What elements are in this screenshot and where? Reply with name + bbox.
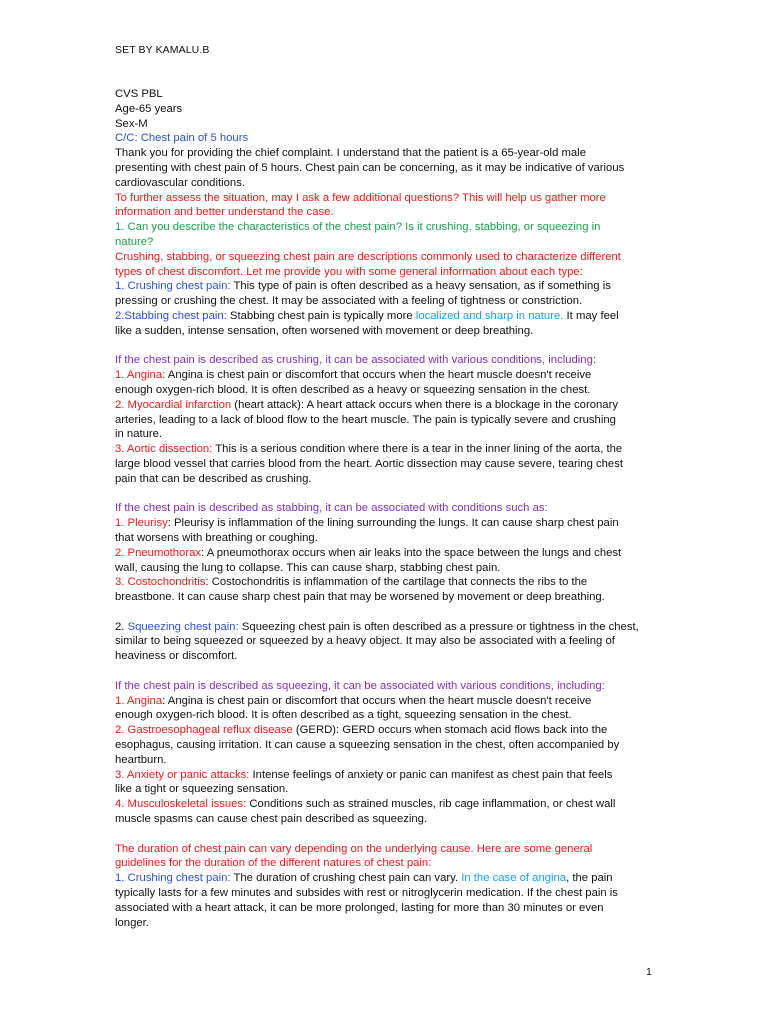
doc-line xyxy=(115,516,660,531)
doc-line xyxy=(115,531,660,546)
text-run: Sex-M xyxy=(115,117,148,130)
doc-line xyxy=(115,146,660,161)
blank-line xyxy=(115,664,660,679)
text-run: localized and sharp in nature. xyxy=(415,309,564,322)
doc-line xyxy=(115,753,660,768)
text-run: 1. Crushing chest pain: xyxy=(115,872,231,885)
doc-line xyxy=(115,842,660,857)
text-run: in nature. xyxy=(115,428,163,441)
text-run: It may feel xyxy=(563,309,619,322)
text-run: enough oxygen-rich blood. It is often described as a tight, squeezing sensation in the chest. xyxy=(115,709,572,722)
doc-line xyxy=(115,87,660,102)
text-run: 2.Stabbing chest pain: xyxy=(115,309,227,322)
text-run: If the chest pain is described as stabbing, it can be associated with conditions such as: xyxy=(115,502,548,515)
text-run: 4. Musculoskeletal issues: xyxy=(115,798,247,811)
text-run: If the chest pain is described as squeezing, it can be associated with various conditions, including: xyxy=(115,679,605,692)
blank-line xyxy=(115,487,660,502)
text-run: information and better understand the case. xyxy=(115,206,334,219)
doc-line xyxy=(115,413,660,428)
doc-line xyxy=(115,383,660,398)
doc-line xyxy=(115,398,660,413)
doc-line xyxy=(115,191,660,206)
doc-line xyxy=(115,309,660,324)
text-run: breastbone. It can cause sharp chest pain that may be worsened by movement or deep breathing. xyxy=(115,591,605,604)
text-run: If the chest pain is described as crushing, it can be associated with various conditions, including: xyxy=(115,354,597,367)
text-run: Intense feelings of anxiety or panic can manifest as chest pain that feels xyxy=(249,768,613,781)
doc-line xyxy=(115,368,660,383)
text-run: (heart attack): A heart attack occurs when there is a blockage in the coronary xyxy=(231,398,618,411)
doc-line xyxy=(115,324,660,339)
text-run: Conditions such as strained muscles, rib cage inflammation, or chest wall xyxy=(246,798,616,811)
text-run: 1. Pleurisy xyxy=(115,517,168,530)
doc-line xyxy=(115,620,660,635)
text-run: : Pleurisy is inflammation of the lining surrounding the lungs. It can cause sharp chest pain xyxy=(167,517,619,530)
text-run: The duration of chest pain can vary depending on the underlying cause. Here are some general xyxy=(115,842,593,855)
text-run: esophagus, causing irritation. It can cause a squeezing sensation in the chest, often accompanied by xyxy=(115,739,620,752)
text-run: C/C: Chest pain of 5 hours xyxy=(115,132,249,145)
text-run: Age-65 years xyxy=(115,102,183,115)
doc-line xyxy=(115,161,660,176)
document-body xyxy=(115,87,660,930)
doc-line xyxy=(115,901,660,916)
text-run: arteries, leading to a lack of blood flow to the heart muscle. The pain is typically severe and crushing xyxy=(115,413,616,426)
text-run: This type of pain is often described as a heavy sensation, as if something is xyxy=(230,280,611,293)
doc-line xyxy=(115,590,660,605)
doc-line xyxy=(115,294,660,309)
doc-line xyxy=(115,916,660,931)
doc-line xyxy=(115,102,660,117)
doc-line xyxy=(115,575,660,590)
text-run: 3. Costochondritis xyxy=(115,576,206,589)
text-run: Squeezing chest pain is often described as a pressure or tightness in the chest, xyxy=(238,620,639,633)
text-run: types of chest discomfort. Let me provide you with some general information about each type: xyxy=(115,265,583,278)
blank-line xyxy=(115,605,660,620)
text-run: : A pneumothorax occurs when air leaks into the space between the lungs and chest xyxy=(201,546,622,559)
text-run: 3. Anxiety or panic attacks: xyxy=(115,768,250,781)
page-number: 1 xyxy=(646,966,652,978)
doc-line xyxy=(115,176,660,191)
text-run: pressing or crushing the chest. It may be associated with a feeling of tightness or constriction. xyxy=(115,295,583,308)
doc-line xyxy=(115,265,660,280)
text-run: like a sudden, intense sensation, often worsened with movement or deep breathing. xyxy=(115,324,534,337)
text-run: wall, causing the lung to collapse. This can cause sharp, stabbing chest pain. xyxy=(115,561,501,574)
doc-line xyxy=(115,131,660,146)
doc-line xyxy=(115,679,660,694)
doc-line xyxy=(115,797,660,812)
doc-line xyxy=(115,738,660,753)
text-run: 2. Myocardial infarction xyxy=(115,398,232,411)
text-run: that worsens with breathing or coughing. xyxy=(115,531,318,544)
text-run: 2. Pneumothorax xyxy=(115,546,202,559)
text-run: 1. Can you describe the characteristics of the chest pain? Is it crushing, stabbing, or squeezing in xyxy=(115,221,601,234)
doc-line xyxy=(115,501,660,516)
doc-line xyxy=(115,117,660,132)
text-run: muscle spasms can cause chest pain described as squeezing. xyxy=(115,813,428,826)
text-run: , the pain xyxy=(566,872,613,885)
doc-line xyxy=(115,871,660,886)
text-run: : Costochondritis is inflammation of the cartilage that connects the ribs to the xyxy=(205,576,588,589)
doc-line xyxy=(115,353,660,368)
doc-line xyxy=(115,634,660,649)
text-run: nature? xyxy=(115,235,154,248)
doc-line xyxy=(115,649,660,664)
text-run: large blood vessel that carries blood from the heart. Aortic dissection may cause severe, tearing chest xyxy=(115,457,623,470)
text-run: cardiovascular conditions. xyxy=(115,176,245,189)
text-run: 1. Angina xyxy=(115,694,163,707)
doc-line xyxy=(115,457,660,472)
text-run: heartburn. xyxy=(115,753,167,766)
text-run: longer. xyxy=(115,916,149,929)
doc-line xyxy=(115,427,660,442)
doc-line xyxy=(115,694,660,709)
text-run: like a tight or squeezing sensation. xyxy=(115,783,289,796)
doc-line xyxy=(115,856,660,871)
doc-line xyxy=(115,886,660,901)
blank-line xyxy=(115,827,660,842)
text-run: guidelines for the duration of the different natures of chest pain: xyxy=(115,857,432,870)
text-run: Stabbing chest pain is typically more xyxy=(226,309,416,322)
text-run: heaviness or discomfort. xyxy=(115,650,238,663)
doc-line xyxy=(115,220,660,235)
doc-line xyxy=(115,205,660,220)
doc-line xyxy=(115,782,660,797)
text-run: Squeezing chest pain: xyxy=(127,620,239,633)
doc-line xyxy=(115,723,660,738)
text-run: 1. Crushing chest pain: xyxy=(115,280,231,293)
text-run: 1. Angina: xyxy=(115,369,166,382)
text-run: pain that can be described as crushing. xyxy=(115,472,312,485)
doc-line xyxy=(115,812,660,827)
text-run: enough oxygen-rich blood. It is often described as a heavy or squeezing sensation in the chest. xyxy=(115,383,591,396)
text-run: CVS PBL xyxy=(115,88,163,100)
text-run: Thank you for providing the chief complaint. I understand that the patient is a 65-year-old male xyxy=(115,147,586,160)
doc-line xyxy=(115,442,660,457)
text-run: To further assess the situation, may I ask a few additional questions? This will help us gather more xyxy=(115,191,606,204)
page-header: SET BY KAMALU.B xyxy=(115,44,210,56)
text-run: The duration of crushing chest pain can vary. xyxy=(230,872,462,885)
text-run: typically lasts for a few minutes and subsides with rest or nitroglycerin medication. If the chest pain is xyxy=(115,887,618,900)
doc-line xyxy=(115,235,660,250)
blank-line xyxy=(115,339,660,354)
text-run: 2. Gastroesophageal reflux disease xyxy=(115,724,293,737)
text-run: 2. xyxy=(115,620,128,633)
doc-line xyxy=(115,279,660,294)
text-run: (GERD): GERD occurs when stomach acid flows back into the xyxy=(292,724,608,737)
text-run: Angina is chest pain or discomfort that occurs when the heart muscle doesn't receive xyxy=(165,369,592,382)
text-run: 3. Aortic dissection: xyxy=(115,443,213,456)
text-run: In the case of angina xyxy=(461,872,567,885)
text-run: Crushing, stabbing, or squeezing chest pain are descriptions commonly used to characterize different xyxy=(115,250,621,263)
text-run: : Angina is chest pain or discomfort that occurs when the heart muscle doesn't receive xyxy=(162,694,592,707)
doc-line xyxy=(115,250,660,265)
doc-line xyxy=(115,561,660,576)
text-run: similar to being squeezed or squeezed by a heavy object. It may also be associated with a feeling of xyxy=(115,635,615,648)
doc-line xyxy=(115,546,660,561)
text-run: associated with a heart attack, it can be more prolonged, lasting for more than 30 minutes or even xyxy=(115,901,604,914)
doc-line xyxy=(115,708,660,723)
text-run: This is a serious condition where there is a tear in the inner lining of the aorta, the xyxy=(212,443,623,456)
text-run: presenting with chest pain of 5 hours. Chest pain can be concerning, as it may be indicative of various xyxy=(115,161,625,174)
doc-line xyxy=(115,768,660,783)
doc-line xyxy=(115,472,660,487)
